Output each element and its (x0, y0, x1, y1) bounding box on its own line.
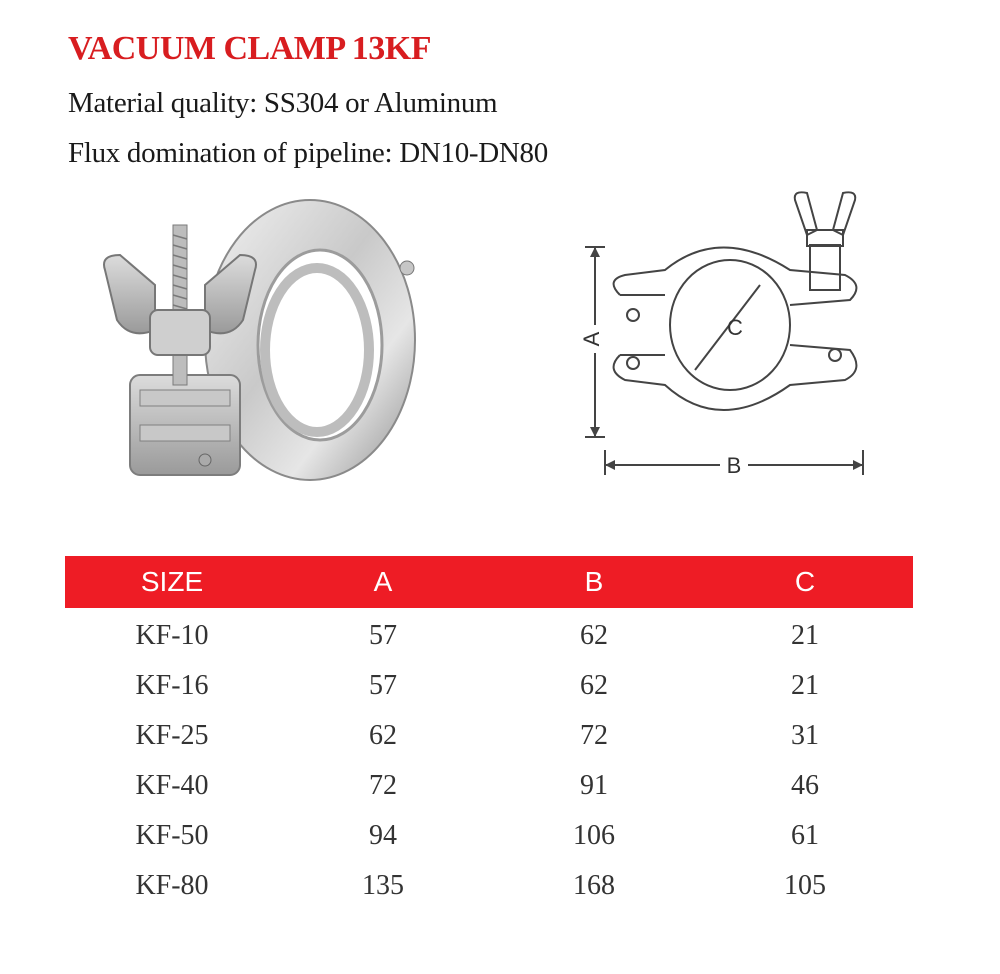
cell-c: 21 (791, 670, 819, 701)
cell-b: 91 (580, 770, 608, 801)
header-c: C (794, 566, 816, 597)
clamp-photo (95, 190, 440, 510)
cell-a: 72 (369, 770, 397, 801)
cell-c: 31 (791, 720, 819, 751)
dimension-a-label: A (579, 331, 604, 347)
cell-a: 135 (362, 870, 404, 901)
flux-spec: Flux domination of pipeline: DN10-DN80 (68, 137, 548, 169)
cell-b: 62 (580, 620, 608, 651)
table-row (0, 820, 1000, 866)
table-row (0, 670, 1000, 716)
cell-b: 72 (580, 720, 608, 751)
cell-a: 57 (369, 670, 397, 701)
cell-b: 106 (573, 820, 615, 851)
dimension-c-label: C (727, 315, 743, 340)
header-size: SIZE (140, 566, 204, 597)
cell-size: KF-25 (135, 720, 209, 751)
header-a: A (373, 566, 393, 597)
cell-size: KF-80 (135, 870, 209, 901)
cell-c: 21 (791, 620, 819, 651)
cell-a: 94 (369, 820, 397, 851)
page-title: VACUUM CLAMP 13KF (68, 30, 431, 67)
cell-size: KF-16 (135, 670, 209, 701)
table-row (0, 870, 1000, 916)
cell-c: 61 (791, 820, 819, 851)
table-header (65, 556, 913, 608)
table-row (0, 620, 1000, 666)
cell-a: 62 (369, 720, 397, 751)
cell-c: 46 (791, 770, 819, 801)
material-spec: Material quality: SS304 or Aluminum (68, 87, 498, 119)
cell-c: 105 (784, 870, 826, 901)
clamp-dimension-drawing (545, 175, 905, 500)
cell-size: KF-40 (135, 770, 209, 801)
cell-size: KF-50 (135, 820, 209, 851)
table-row (0, 770, 1000, 816)
cell-b: 62 (580, 670, 608, 701)
header-b: B (584, 566, 604, 597)
cell-size: KF-10 (135, 620, 209, 651)
cell-b: 168 (573, 870, 615, 901)
table-row (0, 720, 1000, 766)
dimension-b-label: B (726, 453, 742, 478)
cell-a: 57 (369, 620, 397, 651)
